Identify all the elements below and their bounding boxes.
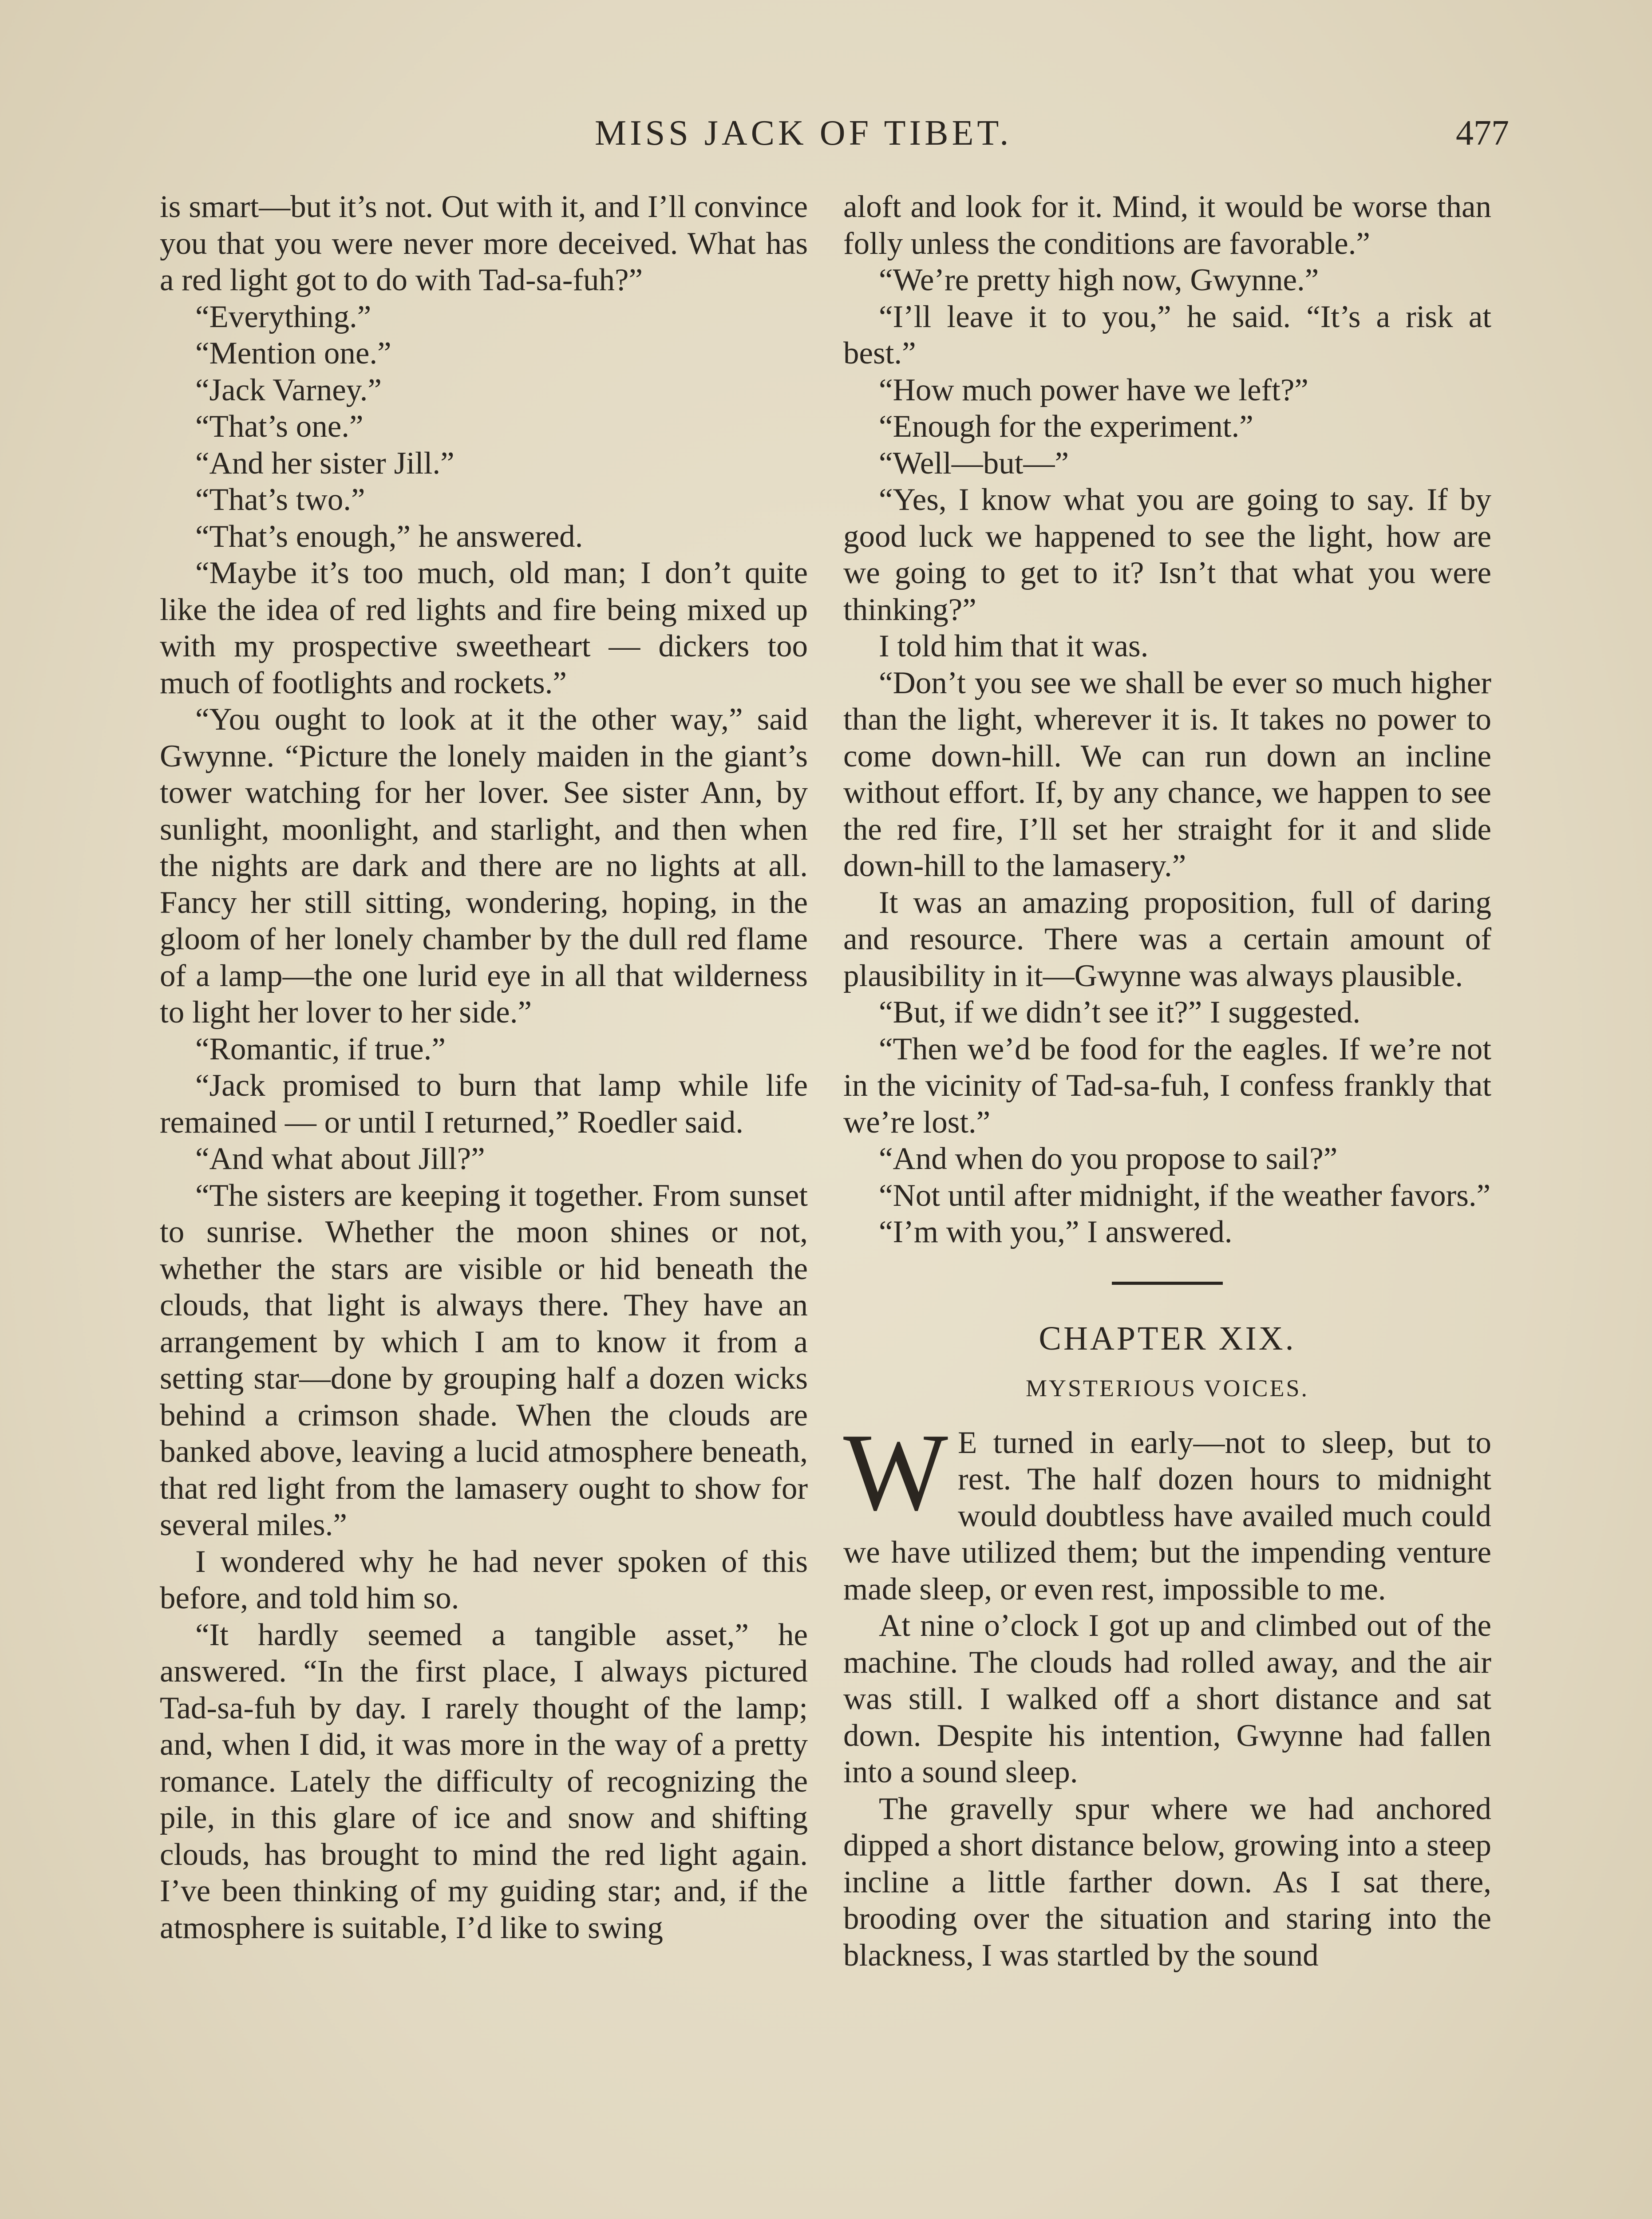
paragraph: “But, if we didn’t see it?” I suggested. [879,995,1361,1030]
paragraph: “And her sister Jill.” [195,446,454,481]
chapter-subtitle: MYSTERIOUS VOICES. [1025,1375,1309,1402]
paragraph: “Jack promised to burn that lamp while life remained — or until I returned,” Roedler said. [160,1068,808,1140]
paragraph: “The sisters are keeping it together. From sunset to sunrise. Whether the moon shines or not, whether the stars are visible or hid beneath the clouds, that light is always there. They have an arrangement by which I am to know it from a setting star—done by grouping half a dozen wicks behind a crimson shade. When the clouds are banked above, leaving a lucid atmosphere beneath, that red light from the lamasery ought to show for several miles.” [160,1178,808,1542]
paragraph: aloft and look for it. Mind, it would be worse than folly unless the conditions are favorable.” [843,190,1491,261]
paragraph: “Don’t you see we shall be ever so much higher than the light, wherever it is. It takes no power to come down-hill. We can run down an incline without effort. If, by any chance, we happen to see the red fire, I’ll set her straight for it and slide down-hill to the lamasery.” [843,665,1491,883]
paragraph: “That’s enough,” he answered. [195,519,583,554]
paragraph: “Jack Varney.” [195,372,382,407]
section-divider [1112,1282,1223,1285]
paragraph: I wondered why he had never spoken of this before, and told him so. [160,1544,808,1615]
running-title: MISS JACK OF TIBET. [595,114,1012,153]
paragraph: “I’m with you,” I answered. [879,1215,1233,1249]
paragraph: “Enough for the experiment.” [879,409,1253,444]
drop-cap: W [843,1410,948,1534]
paragraph: “Mention one.” [195,336,391,371]
paragraph: “Well—but—” [879,446,1069,481]
page-number: 477 [1456,114,1509,153]
right-column [843,189,1491,1974]
left-column [160,189,808,1946]
paragraph: “That’s two.” [195,482,365,517]
paragraph: “We’re pretty high now, Gwynne.” [879,263,1319,297]
paragraph: I told him that it was. [879,629,1149,663]
paragraph: “Everything.” [195,299,372,334]
paragraph: At nine o’clock I got up and climbed out of the machine. The clouds had rolled away, and the air was still. I walked off a short distance and sat down. Despite his intention, Gwynne had fallen into a sound sleep. [843,1608,1491,1789]
paragraph: “You ought to look at it the other way,” said Gwynne. “Picture the lonely maiden in the giant’s tower watching for her lover. See sister Ann, by sunlight, moonlight, and starlight, and then when the nights are dark and there are no lights at all. Fancy her still sitting, wondering, hoping, in the gloom of her lonely chamber by the dull red flame of a lamp—the one lurid eye in all that wilderness to light her lover to her side.” [160,702,808,1030]
paragraph: “Yes, I know what you are going to say. If by good luck we happened to see the light, how are we going to get to it? Isn’t that what you were thinking?” [843,482,1491,627]
paragraph: “Maybe it’s too much, old man; I don’t quite like the idea of red lights and fire being mixed up with my prospective sweetheart — dickers too much of footlights and rockets.” [160,556,808,700]
opening-text: E turned in early—not to sleep, but to rest. The half dozen hours to midnight would doubtless have availed much could we have utilized them; but the impending venture made sleep, or even rest, impossible to me. [843,1425,1491,1607]
paragraph: “Then we’d be food for the eagles. If we’re not in the vicinity of Tad-sa-fuh, I confess frankly that we’re lost.” [843,1031,1491,1140]
paragraph: “And what about Jill?” [195,1141,485,1176]
paragraph: “And when do you propose to sail?” [879,1141,1338,1176]
paragraph: The gravelly spur where we had anchored dipped a short distance below, growing into a steep incline a little farther down. As I sat there, brooding over the situation and staring into the blackness, I was startled by the sound [843,1791,1491,1973]
chapter-heading: CHAPTER XIX. [1039,1319,1296,1357]
paragraph: “That’s one.” [195,409,364,444]
chapter-opening-paragraph [843,1410,1491,1608]
paragraph: “How much power have we left?” [879,372,1308,407]
paragraph: is smart—but it’s not. Out with it, and I’ll convince you that you were never more deceived. What has a red light got to do with Tad-sa-fuh?” [160,190,808,297]
page-header [595,113,1509,162]
paragraph: “Not until after midnight, if the weather favors.” [879,1178,1491,1213]
paragraph: “It hardly seemed a tangible asset,” he answered. “In the first place, I always pictured Tad-sa-fuh by day. I rarely thought of the lamp; and, when I did, it was more in the way of a pretty romance. Lately the difficulty of recognizing the pile, in this glare of ice and snow and shifting clouds, has brought to mind the red light again. I’ve been thinking of my guiding star; and, if the atmosphere is suitable, I’d like to swing [160,1617,808,1945]
paragraph: “I’ll leave it to you,” he said. “It’s a risk at best.” [843,299,1491,371]
paragraph: “Romantic, if true.” [195,1031,446,1066]
paragraph: It was an amazing proposition, full of daring and resource. There was a certain amount of plausibility in it—Gwynne was always plausible. [843,885,1491,993]
